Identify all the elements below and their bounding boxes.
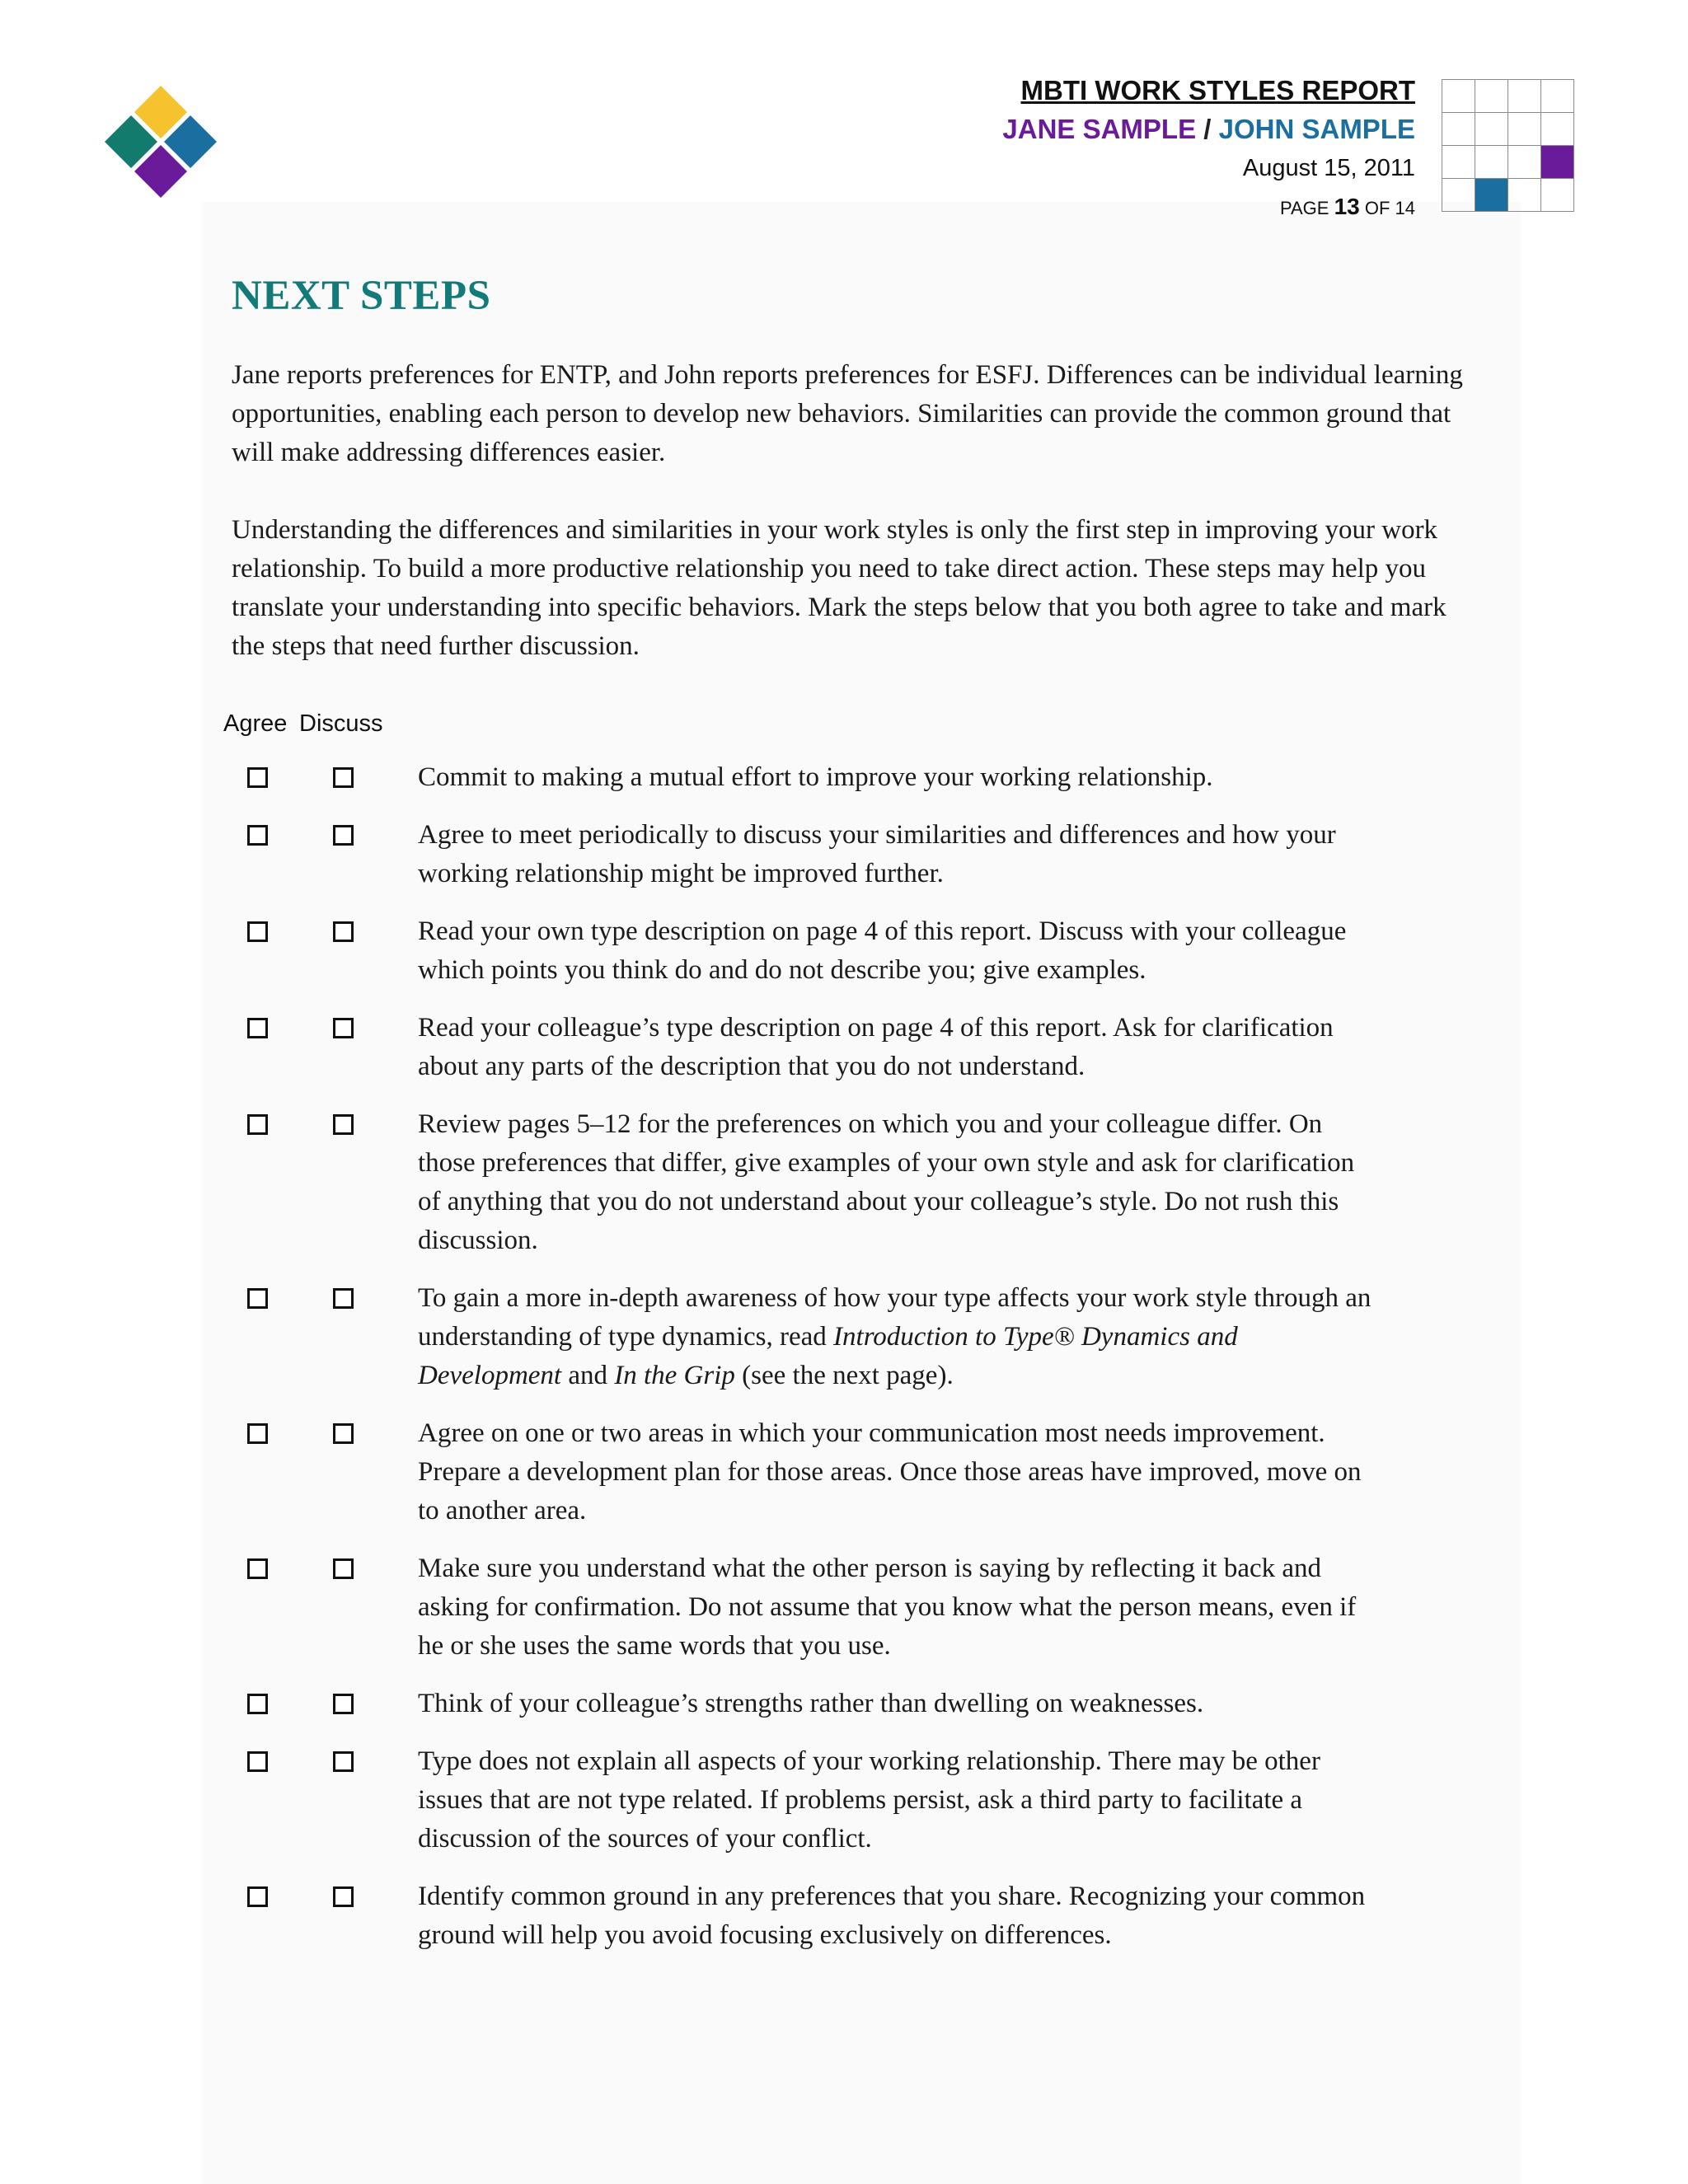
- step-text: Read your colleague’s type description on page 4 of this report. Ask for clarification about any parts of the description that you do not understand.: [418, 1013, 1334, 1081]
- grid-cell: [1541, 113, 1574, 146]
- discuss-column-header: Discuss: [299, 710, 383, 737]
- grid-cell: [1475, 146, 1508, 179]
- agree-checkbox[interactable]: [247, 1751, 268, 1772]
- step-text: Identify common ground in any preferences that you share. Recognizing your common ground will help you avoid focusing exclusively on differences.: [418, 1882, 1366, 1950]
- step-text-part: and: [561, 1361, 615, 1390]
- grid-cell: [1442, 146, 1475, 179]
- step-item: [0, 1279, 1688, 1395]
- step-text-part: (see the next page).: [734, 1361, 954, 1390]
- four-diamond-logo: [103, 84, 218, 199]
- agree-checkbox[interactable]: [247, 921, 268, 942]
- name-separator: /: [1196, 114, 1219, 144]
- grid-cell: [1442, 179, 1475, 212]
- step-item: [0, 1105, 1688, 1260]
- grid-cell: [1541, 80, 1574, 113]
- grid-cell: [1442, 113, 1475, 146]
- discuss-checkbox[interactable]: [333, 1423, 354, 1444]
- step-text: Commit to making a mutual effort to improve your working relationship.: [418, 762, 1213, 792]
- step-item: [0, 1877, 1688, 1955]
- name-jane: JANE SAMPLE: [1002, 114, 1197, 144]
- step-item: [0, 1414, 1688, 1530]
- discuss-checkbox[interactable]: [333, 1288, 354, 1309]
- discuss-checkbox[interactable]: [333, 1886, 354, 1907]
- step-item: [0, 758, 1688, 797]
- step-text-title: Introduction to Type® Dynamics and Development: [418, 1322, 1238, 1390]
- grid-cell: [1508, 80, 1541, 113]
- discuss-checkbox[interactable]: [333, 921, 354, 942]
- discuss-checkbox[interactable]: [333, 1114, 354, 1135]
- discuss-checkbox[interactable]: [333, 825, 354, 846]
- grid-cell: [1475, 80, 1508, 113]
- page-prefix: PAGE: [1279, 198, 1334, 218]
- agree-checkbox[interactable]: [247, 825, 268, 846]
- agree-checkbox[interactable]: [247, 767, 268, 788]
- step-text: [418, 1279, 1374, 1395]
- discuss-checkbox[interactable]: [333, 1694, 354, 1714]
- participant-names: [1002, 109, 1415, 150]
- report-header: [1002, 73, 1415, 229]
- step-item: [0, 912, 1688, 990]
- discuss-checkbox[interactable]: [333, 767, 354, 788]
- grid-cell: [1508, 146, 1541, 179]
- page-number: 13: [1334, 194, 1360, 219]
- report-title: MBTI WORK STYLES REPORT: [1020, 75, 1415, 105]
- agree-checkbox[interactable]: [247, 1288, 268, 1309]
- step-text: Make sure you understand what the other person is saying by reflecting it back and asking for confirmation. Do not assume that you know what the person means, even if he or she uses the same words that you use.: [418, 1554, 1357, 1661]
- report-date: August 15, 2011: [1242, 155, 1415, 181]
- discuss-checkbox[interactable]: [333, 1751, 354, 1772]
- agree-checkbox[interactable]: [247, 1018, 268, 1038]
- intro-paragraph-1: Jane reports preferences for ENTP, and John reports preferences for ESFJ. Differences can be individual learning opportunities, enabling each person to develop new behaviors. Similarities can provide the common ground that will make addressing differences easier.: [232, 360, 1463, 467]
- discuss-checkbox[interactable]: [333, 1558, 354, 1579]
- grid-cell: [1541, 179, 1574, 212]
- agree-checkbox[interactable]: [247, 1114, 268, 1135]
- intro-paragraph-2: Understanding the differences and similarities in your work styles is only the first step in improving your work relationship. To build a more productive relationship you need to take direct action. These steps may help you translate your understanding into specific behaviors. Mark the steps below that you both agree to take and mark the steps that need further discussion.: [232, 515, 1447, 661]
- step-item: [0, 1549, 1688, 1666]
- agree-column-header: Agree: [223, 710, 288, 737]
- discuss-checkbox[interactable]: [333, 1018, 354, 1038]
- step-text: Type does not explain all aspects of your working relationship. There may be other issues that are not type related. If problems persist, ask a third party to facilitate a discussion of the sources of your conflict.: [418, 1746, 1320, 1854]
- agree-checkbox[interactable]: [247, 1423, 268, 1444]
- type-grid: [1442, 79, 1574, 212]
- step-text: Read your own type description on page 4 of this report. Discuss with your colleague which points you think do and do not describe you; give examples.: [418, 916, 1347, 985]
- name-john: JOHN SAMPLE: [1218, 114, 1415, 144]
- grid-cell: [1508, 179, 1541, 212]
- step-text-part: To gain a more in-depth awareness of how your type affects your work style through an understanding of type dynamics, read: [418, 1283, 1372, 1352]
- agree-checkbox[interactable]: [247, 1558, 268, 1579]
- grid-cell-filled: [1475, 179, 1508, 212]
- step-item: [0, 1009, 1688, 1086]
- agree-checkbox[interactable]: [247, 1694, 268, 1714]
- grid-cell: [1442, 80, 1475, 113]
- step-item: [0, 816, 1688, 893]
- grid-cell: [1475, 113, 1508, 146]
- step-item: [0, 1685, 1688, 1723]
- grid-cell: [1508, 113, 1541, 146]
- step-item: [0, 1742, 1688, 1858]
- page-indicator: [1002, 186, 1415, 229]
- step-text: Agree to meet periodically to discuss your similarities and differences and how your working relationship might be improved further.: [418, 820, 1336, 888]
- step-text-title: In the Grip: [614, 1361, 735, 1390]
- step-text: Think of your colleague’s strengths rather than dwelling on weaknesses.: [418, 1689, 1204, 1718]
- page-suffix: OF 14: [1359, 198, 1415, 218]
- step-text: Agree on one or two areas in which your communication most needs improvement. Prepare a development plan for those areas. Once those areas have improved, move on to another area.: [418, 1418, 1362, 1526]
- steps-list: [0, 758, 1688, 1974]
- grid-cell-filled: [1541, 146, 1574, 179]
- agree-checkbox[interactable]: [247, 1886, 268, 1907]
- step-text: Review pages 5–12 for the preferences on which you and your colleague differ. On those preferences that differ, give examples of your own style and ask for clarification of anything that you do not understand about your colleague’s style. Do not rush this discussion.: [418, 1109, 1355, 1255]
- page-title: NEXT STEPS: [232, 273, 491, 319]
